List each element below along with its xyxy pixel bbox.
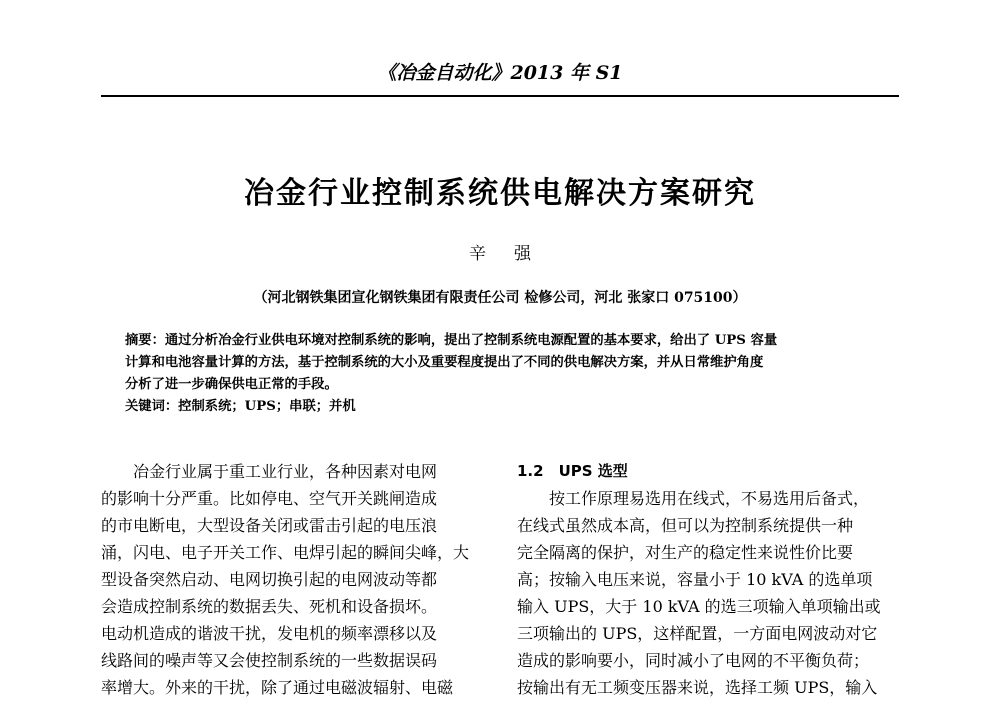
author-affiliation: （河北钢铁集团宣化钢铁集团有限责任公司 检修公司，河北 张家口 075100） (253, 290, 747, 306)
body-line: 输入 UPS，大于 10 kVA 的选三项输入单项输出或 (517, 597, 881, 616)
body-line: 型设备突然启动、电网切换引起的电网波动等都 (101, 570, 438, 589)
body-line: 造成的影响要小，同时减小了电网的不平衡负荷； (517, 651, 870, 670)
running-head: 《冶金自动化》2013 年 S1 (377, 62, 623, 84)
abstract-line: 摘要：通过分析冶金行业供电环境对控制系统的影响，提出了控制系统电源配置的基本要求，给出了 UPS 容量 (125, 333, 778, 348)
abstract-line: 计算和电池容量计算的方法，基于控制系统的大小及重要程度提出了不同的供电解决方案，并从日常维护角度 (125, 355, 764, 370)
abstract-line: 分析了进一步确保供电正常的手段。 (125, 377, 338, 392)
article-title: 冶金行业控制系统供电解决方案研究 (244, 176, 756, 211)
body-column-left (101, 458, 481, 701)
body-line: 涌，闪电、电子开关工作、电焊引起的瞬间尖峰，大 (101, 543, 470, 562)
body-line: 冶金行业属于重工业行业，各种因素对电网 (101, 462, 438, 481)
body-line: 按输出有无工频变压器来说，选择工频 UPS，输入 (517, 678, 878, 697)
body-line: 线路间的噪声等又会使控制系统的一些数据误码 (101, 651, 438, 670)
section-heading: 1.2 UPS 选型 (517, 462, 628, 480)
keywords-line: 关键词：控制系统；UPS；串联；并机 (125, 399, 356, 414)
header-rule (101, 95, 899, 97)
body-line: 在线式虽然成本高，但可以为控制系统提供一种 (517, 516, 854, 535)
body-line: 完全隔离的保护，对生产的稳定性来说性价比要 (517, 543, 854, 562)
body-line: 会造成控制系统的数据丢失、死机和设备损坏。 (101, 597, 438, 616)
abstract-block (125, 330, 883, 418)
body-column-right (517, 458, 901, 701)
author-name: 辛强 (469, 244, 559, 264)
body-line: 的影响十分严重。比如停电、空气开关跳闸造成 (101, 489, 438, 508)
body-line: 三项输出的 UPS，这样配置，一方面电网波动对它 (517, 624, 878, 643)
body-line: 按工作原理易选用在线式，不易选用后备式， (517, 489, 870, 508)
body-line: 的市电断电，大型设备关闭或雷击引起的电压浪 (101, 516, 438, 535)
body-line: 电动机造成的谐波干扰，发电机的频率漂移以及 (101, 624, 438, 643)
body-line: 率增大。外来的干扰，除了通过电磁波辐射、电磁 (101, 678, 454, 697)
body-line: 高；按输入电压来说，容量小于 10 kVA 的选单项 (517, 570, 873, 589)
